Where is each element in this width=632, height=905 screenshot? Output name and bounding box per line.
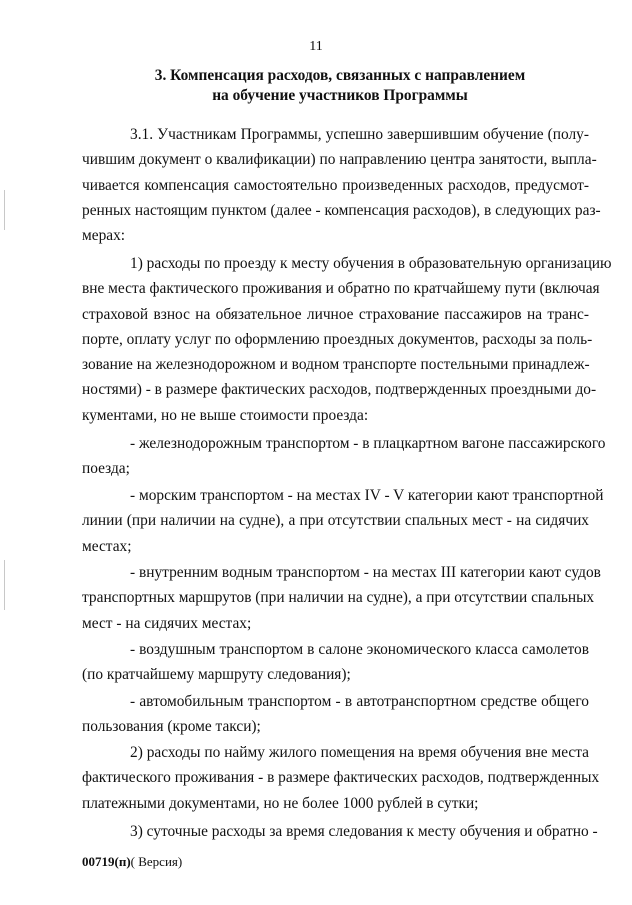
section-heading-line: 3. Компенсация расходов, связанных с направлением <box>154 67 526 84</box>
paragraph-housing <box>82 740 600 816</box>
paragraph-daily <box>82 819 598 844</box>
text-line: ренных настоящим пунктом (далее - компенсация расходов), в следующих раз- <box>82 201 601 219</box>
text-line: линии (при наличии на судне), а при отсутствии спальных мест - на сидячих <box>82 512 589 530</box>
paragraph-auto <box>82 689 589 740</box>
text-line: зование на железнодорожном и водном транспорте постельными принадлеж- <box>82 356 590 374</box>
document-version: ( Версия) <box>130 854 183 869</box>
text-line: поезда; <box>82 460 130 478</box>
scan-margin-mark <box>4 560 5 610</box>
text-line: чивается компенсация самостоятельно произведенных расходов, предусмот- <box>82 176 589 194</box>
text-line: фактического проживания - в размере фактических расходов, подтвержденных <box>82 769 600 787</box>
text-line: - внутренним водным транспортом - на местах III категории кают судов <box>130 564 601 581</box>
section-heading <box>140 66 540 106</box>
document-footer <box>82 854 182 870</box>
text-line: мерах: <box>82 227 126 245</box>
text-line: местах; <box>82 537 132 555</box>
text-line: ностями) - в размере фактических расходов, подтвержденных проездными до- <box>82 381 597 399</box>
text-line: кументами, но не выше стоимости проезда: <box>82 406 369 424</box>
page-number: 11 <box>309 39 323 54</box>
paragraph-river <box>82 560 601 636</box>
paragraph-3-1 <box>82 122 601 248</box>
text-line: - морским транспортом - на местах IV - V категории кают транспортной <box>130 487 604 504</box>
text-line: 1) расходы по проезду к месту обучения в образовательную организацию <box>130 255 612 272</box>
section-heading-line: на обучение участников Программы <box>212 87 468 104</box>
text-line: 3) суточные расходы за время следования к месту обучения и обратно - <box>130 823 598 840</box>
scan-margin-mark <box>4 190 5 230</box>
text-line: страховой взнос на обязательное личное страхование пассажиров на транс- <box>82 305 589 323</box>
document-code: 00719(п) <box>82 854 131 869</box>
text-line: - автомобильным транспортом - в автотранспортном средстве общего <box>130 693 589 710</box>
paragraph-rail <box>82 431 606 482</box>
text-line: платежными документами, но не более 1000 рублей в сутки; <box>82 794 479 812</box>
text-line: порте, оплату услуг по оформлению проездных документов, расходы за поль- <box>82 330 593 348</box>
text-line: 3.1. Участникам Программы, успешно завершившим обучение (полу- <box>130 126 589 143</box>
text-line: пользования (кроме такси); <box>82 718 261 736</box>
text-line: вне места фактического проживания и обратно по кратчайшему пути (включая <box>82 280 600 298</box>
text-line: - воздушным транспортом в салоне экономического класса самолетов <box>130 641 589 658</box>
text-line: - железнодорожным транспортом - в плацкартном вагоне пассажирского <box>130 435 606 452</box>
paragraph-sea <box>82 483 604 559</box>
text-line: (по кратчайшему маршруту следования); <box>82 666 351 684</box>
text-line: мест - на сидячих местах; <box>82 614 252 632</box>
text-line: транспортных маршрутов (при наличии на судне), а при отсутствии спальных <box>82 589 595 607</box>
text-line: чившим документ о квалификации) по направлению центра занятости, выпла- <box>82 151 597 169</box>
paragraph-air <box>82 637 589 688</box>
text-line: 2) расходы по найму жилого помещения на время обучения вне места <box>130 744 589 761</box>
paragraph-travel <box>82 251 612 428</box>
